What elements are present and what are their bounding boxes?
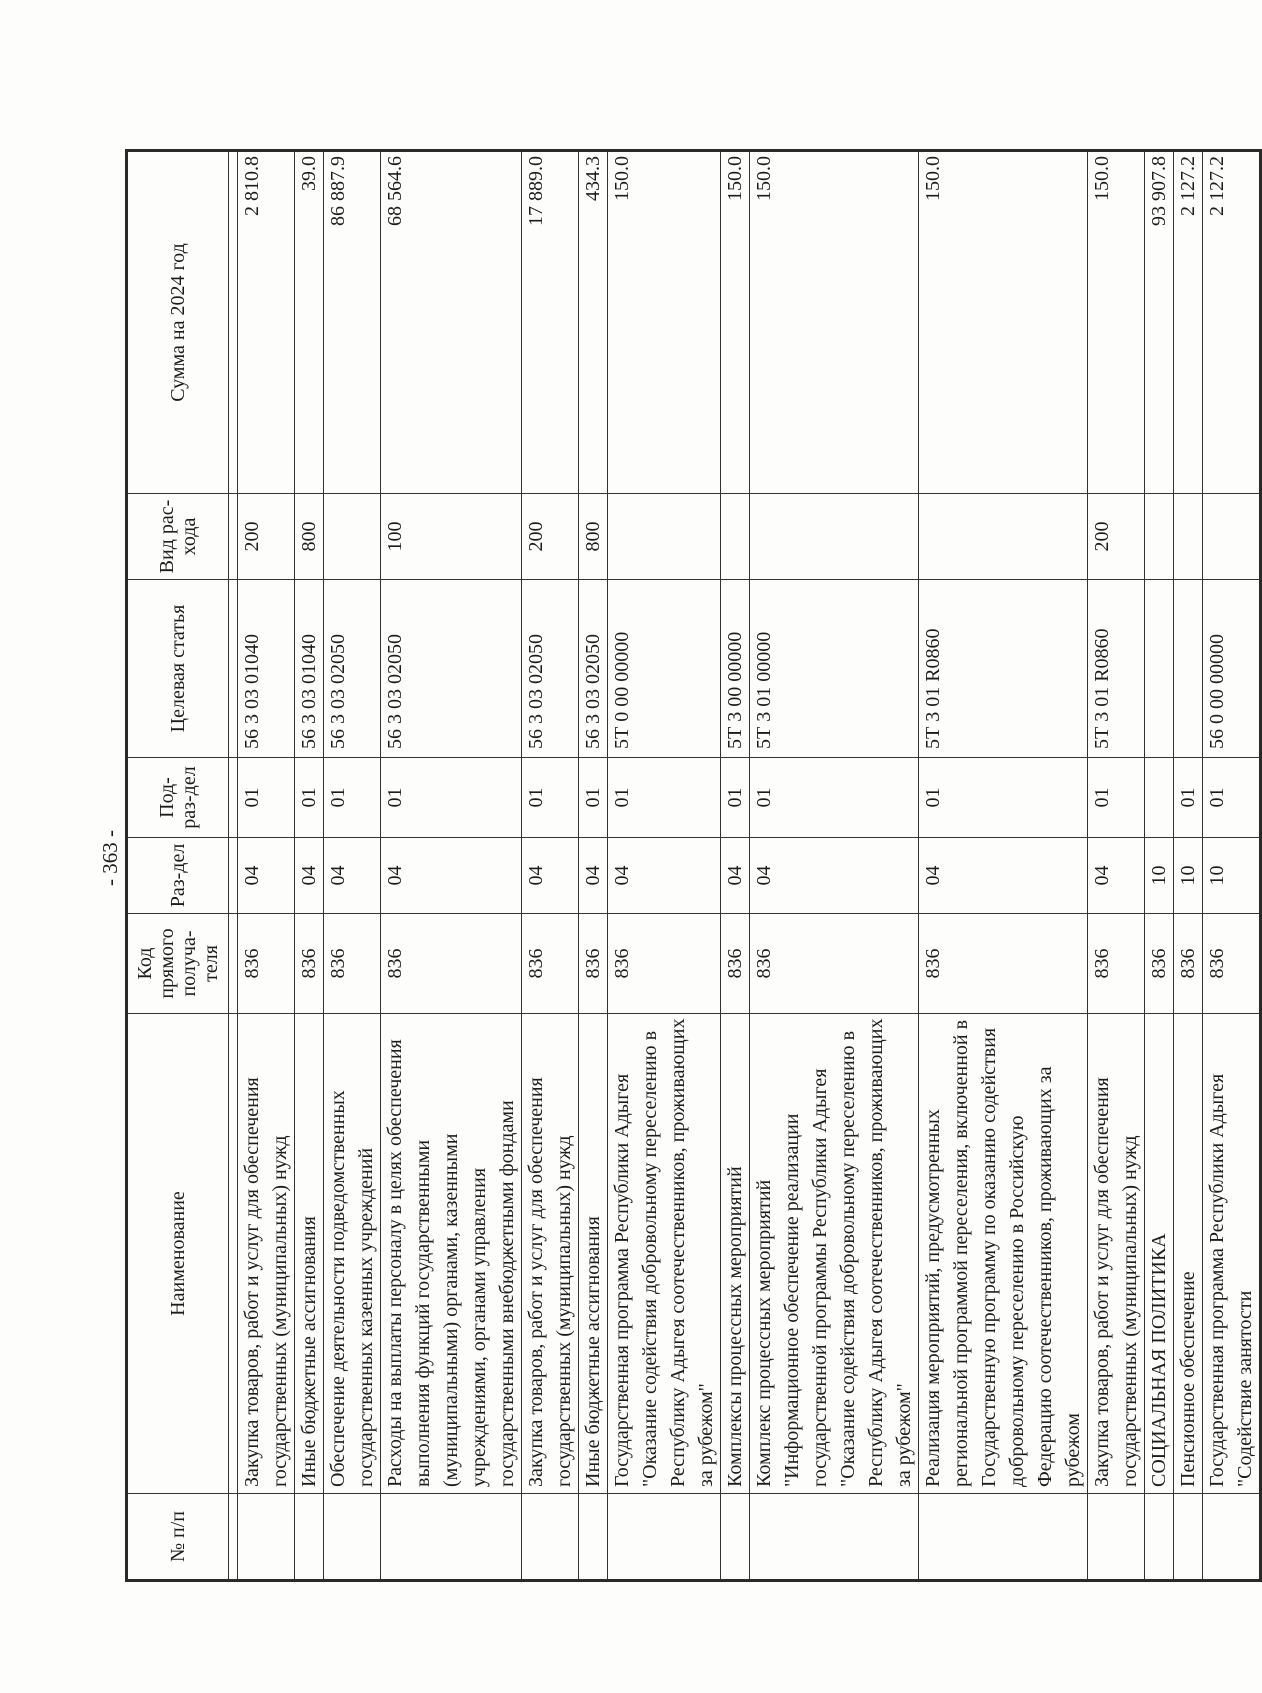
table-row (579, 151, 608, 1581)
row-amount-cell: 2 810.8 (238, 151, 295, 494)
row-subsection-cell: 01 (1203, 758, 1261, 838)
row-target-cell: 5Т 3 00 00000 (721, 580, 750, 758)
row-num-cell (579, 1494, 608, 1581)
row-subsection-cell: 01 (608, 758, 721, 838)
row-subsection-cell: 01 (1174, 758, 1203, 838)
row-num-cell (295, 1494, 324, 1581)
row-amount-cell: 150.0 (919, 151, 1088, 494)
row-subsection-cell: 01 (1088, 758, 1145, 838)
row-name-cell: Закупка товаров, работ и услуг для обеспечения государственных (муниципальных) нужд (238, 1014, 295, 1494)
row-recipient-cell: 836 (1088, 914, 1145, 1014)
row-expense-cell: 200 (238, 494, 295, 580)
row-target-cell: 5Т 3 01 R0860 (1088, 580, 1145, 758)
row-recipient-cell: 836 (1145, 914, 1174, 1014)
row-recipient-cell: 836 (750, 914, 919, 1014)
row-amount-cell: 150.0 (721, 151, 750, 494)
table-row (608, 151, 721, 1581)
row-amount-cell: 68 564.6 (381, 151, 522, 494)
row-num-cell (1203, 1494, 1261, 1581)
row-name-cell: Закупка товаров, работ и услуг для обеспечения государственных (муниципальных) нужд (522, 1014, 579, 1494)
row-target-cell: 56 3 03 02050 (324, 580, 381, 758)
row-subsection-cell (1145, 758, 1174, 838)
row-section-cell: 10 (1145, 838, 1174, 914)
table-row (324, 151, 381, 1581)
row-section-cell: 10 (1174, 838, 1203, 914)
row-recipient-cell: 836 (324, 914, 381, 1014)
table-row (522, 151, 579, 1581)
row-amount-cell: 434.3 (579, 151, 608, 494)
row-num-cell (608, 1494, 721, 1581)
row-name-cell: Государственная программа Республики Адыгея "Содействие занятости (1203, 1014, 1261, 1494)
header-target: Целевая статья (127, 580, 229, 758)
row-subsection-cell: 01 (238, 758, 295, 838)
header-amount: Сумма на 2024 год (127, 151, 229, 494)
row-amount-cell: 150.0 (1088, 151, 1145, 494)
row-name-cell: Комплексы процессных мероприятий (721, 1014, 750, 1494)
row-target-cell: 5Т 3 01 00000 (750, 580, 919, 758)
row-target-cell: 56 0 00 00000 (1203, 580, 1261, 758)
row-name-cell: Иные бюджетные ассигнования (295, 1014, 324, 1494)
header-section: Раз-дел (127, 838, 229, 914)
row-subsection-cell: 01 (381, 758, 522, 838)
row-subsection-cell: 01 (522, 758, 579, 838)
row-section-cell: 04 (919, 838, 1088, 914)
row-target-cell (1145, 580, 1174, 758)
page-number: - 363 - (98, 830, 122, 886)
row-target-cell (1174, 580, 1203, 758)
row-recipient-cell: 836 (919, 914, 1088, 1014)
row-amount-cell: 150.0 (750, 151, 919, 494)
table-row (1145, 151, 1174, 1581)
row-target-cell: 5Т 3 01 R0860 (919, 580, 1088, 758)
row-num-cell (721, 1494, 750, 1581)
row-expense-cell (1203, 494, 1261, 580)
header-divider-row (229, 151, 238, 1581)
header-name: Наименование (127, 1014, 229, 1494)
header-expense: Вид рас-хода (127, 494, 229, 580)
row-num-cell (1145, 1494, 1174, 1581)
row-name-cell: Комплекс процессных мероприятий "Информационное обеспечение реализации государственной программы Республики Адыгея "Оказание содействия добровольному переселению в Республику Адыгея соотечественников, проживающих за рубежом" (750, 1014, 919, 1494)
table-row (1203, 151, 1261, 1581)
row-expense-cell: 800 (579, 494, 608, 580)
row-section-cell: 04 (1088, 838, 1145, 914)
table-header-row (127, 151, 229, 1581)
row-expense-cell (721, 494, 750, 580)
row-name-cell: Реализация мероприятий, предусмотренных региональной программой переселения, включенной в Государственную программу по оказанию содействия добровольному переселению в Российскую Федерацию соотечественников, проживающих за рубежом (919, 1014, 1088, 1494)
row-recipient-cell: 836 (608, 914, 721, 1014)
row-section-cell: 10 (1203, 838, 1261, 914)
row-recipient-cell: 836 (1203, 914, 1261, 1014)
row-amount-cell: 93 907.8 (1145, 151, 1174, 494)
row-section-cell: 04 (579, 838, 608, 914)
row-expense-cell: 200 (1088, 494, 1145, 580)
row-name-cell: Закупка товаров, работ и услуг для обеспечения государственных (муниципальных) нужд (1088, 1014, 1145, 1494)
row-target-cell: 5Т 0 00 00000 (608, 580, 721, 758)
row-subsection-cell: 01 (919, 758, 1088, 838)
row-expense-cell (919, 494, 1088, 580)
table-row (1174, 151, 1203, 1581)
row-expense-cell: 100 (381, 494, 522, 580)
row-num-cell (324, 1494, 381, 1581)
row-section-cell: 04 (522, 838, 579, 914)
row-subsection-cell: 01 (579, 758, 608, 838)
row-subsection-cell: 01 (750, 758, 919, 838)
header-recipient: Код прямого получа-теля (127, 914, 229, 1014)
row-subsection-cell: 01 (721, 758, 750, 838)
row-num-cell (522, 1494, 579, 1581)
row-name-cell: Обеспечение деятельности подведомственных государственных казенных учреждений (324, 1014, 381, 1494)
table-row (750, 151, 919, 1581)
row-recipient-cell: 836 (238, 914, 295, 1014)
row-target-cell: 56 3 03 02050 (522, 580, 579, 758)
row-num-cell (1088, 1494, 1145, 1581)
row-expense-cell (750, 494, 919, 580)
row-expense-cell (1174, 494, 1203, 580)
row-expense-cell: 800 (295, 494, 324, 580)
row-amount-cell: 39.0 (295, 151, 324, 494)
row-recipient-cell: 836 (522, 914, 579, 1014)
row-section-cell: 04 (324, 838, 381, 914)
row-amount-cell: 150.0 (608, 151, 721, 494)
row-amount-cell: 2 127.2 (1203, 151, 1261, 494)
row-expense-cell (324, 494, 381, 580)
row-subsection-cell: 01 (324, 758, 381, 838)
budget-table (125, 149, 1262, 1582)
row-recipient-cell: 836 (295, 914, 324, 1014)
row-recipient-cell: 836 (579, 914, 608, 1014)
table-row (381, 151, 522, 1581)
row-name-cell: Иные бюджетные ассигнования (579, 1014, 608, 1494)
row-section-cell: 04 (381, 838, 522, 914)
row-section-cell: 04 (721, 838, 750, 914)
header-subsection: Под-раз-дел (127, 758, 229, 838)
table-row (1088, 151, 1145, 1581)
row-amount-cell: 2 127.2 (1174, 151, 1203, 494)
row-recipient-cell: 836 (721, 914, 750, 1014)
row-section-cell: 04 (238, 838, 295, 914)
table-body (238, 151, 1261, 1581)
row-expense-cell (1145, 494, 1174, 580)
row-target-cell: 56 3 03 01040 (295, 580, 324, 758)
row-num-cell (1174, 1494, 1203, 1581)
row-section-cell: 04 (295, 838, 324, 914)
table-row (721, 151, 750, 1581)
row-name-cell: Государственная программа Республики Адыгея "Оказание содействия добровольному переселению в Республику Адыгея соотечественников, проживающих за рубежом" (608, 1014, 721, 1494)
table-row (295, 151, 324, 1581)
row-num-cell (381, 1494, 522, 1581)
row-name-cell: СОЦИАЛЬНАЯ ПОЛИТИКА (1145, 1014, 1174, 1494)
table-row (919, 151, 1088, 1581)
row-expense-cell: 200 (522, 494, 579, 580)
row-section-cell: 04 (750, 838, 919, 914)
rotated-page-content (125, 152, 1256, 1582)
row-name-cell: Расходы на выплаты персоналу в целях обеспечения выполнения функций государственными (муниципальными) органами, казенными учреждениями, органами управления государственными внебюджетными фондами (381, 1014, 522, 1494)
row-target-cell: 56 3 03 01040 (238, 580, 295, 758)
row-subsection-cell: 01 (295, 758, 324, 838)
row-target-cell: 56 3 03 02050 (381, 580, 522, 758)
row-num-cell (919, 1494, 1088, 1581)
row-amount-cell: 17 889.0 (522, 151, 579, 494)
row-recipient-cell: 836 (381, 914, 522, 1014)
row-expense-cell (608, 494, 721, 580)
row-num-cell (238, 1494, 295, 1581)
row-name-cell: Пенсионное обеспечение (1174, 1014, 1203, 1494)
table-row (238, 151, 295, 1581)
row-recipient-cell: 836 (1174, 914, 1203, 1014)
row-amount-cell: 86 887.9 (324, 151, 381, 494)
row-num-cell (750, 1494, 919, 1581)
row-target-cell: 56 3 03 02050 (579, 580, 608, 758)
row-section-cell: 04 (608, 838, 721, 914)
header-num: № п/п (127, 1494, 229, 1581)
